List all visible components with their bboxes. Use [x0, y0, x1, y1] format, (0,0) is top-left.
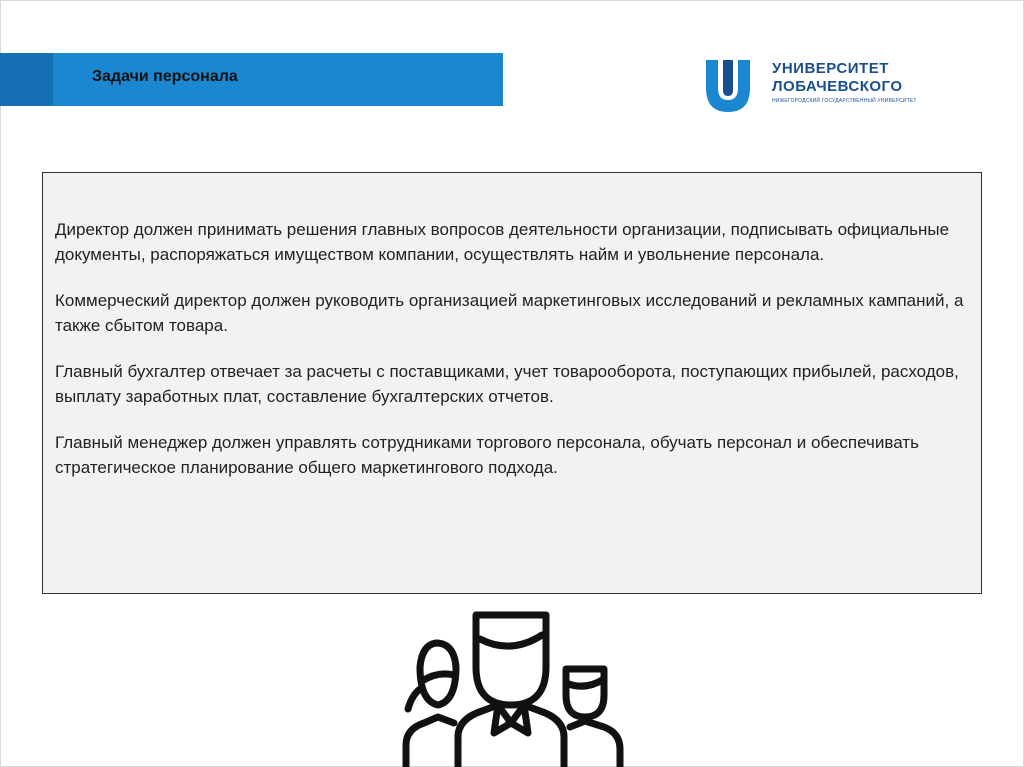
paragraph-director: Директор должен принимать решения главных вопросов деятельности организации, подписывать официальные документы, распоряжаться имуществом компании, осуществлять найм и увольнение персонала. [55, 220, 950, 264]
logo-text-line2: ЛОБАЧЕВСКОГО [772, 78, 903, 95]
logo-subtitle: НИЖЕГОРОДСКИЙ ГОСУДАРСТВЕННЫЙ УНИВЕРСИТЕТ [772, 98, 917, 104]
title-bar [0, 53, 503, 106]
paragraph-commercial-director: Коммерческий директор должен руководить организацией маркетинговых исследований и рекламных кампаний, а также сбытом товара. [55, 291, 964, 335]
page-title: Задачи персонала [92, 68, 238, 85]
paragraph-chief-manager: Главный менеджер должен управлять сотрудниками торгового персонала, обучать персонал и обеспечивать стратегическое планирование общего маркетингового подхода. [55, 433, 919, 477]
logo-text-line1: УНИВЕРСИТЕТ [772, 60, 889, 77]
paragraph-chief-accountant: Главный бухгалтер отвечает за расчеты с поставщиками, учет товарооборота, поступающих прибылей, расходов, выплату заработных плат, составление бухгалтерских отчетов. [55, 362, 959, 406]
title-bar-accent [0, 53, 53, 106]
content-text [55, 218, 975, 502]
people-group-icon [398, 605, 628, 767]
